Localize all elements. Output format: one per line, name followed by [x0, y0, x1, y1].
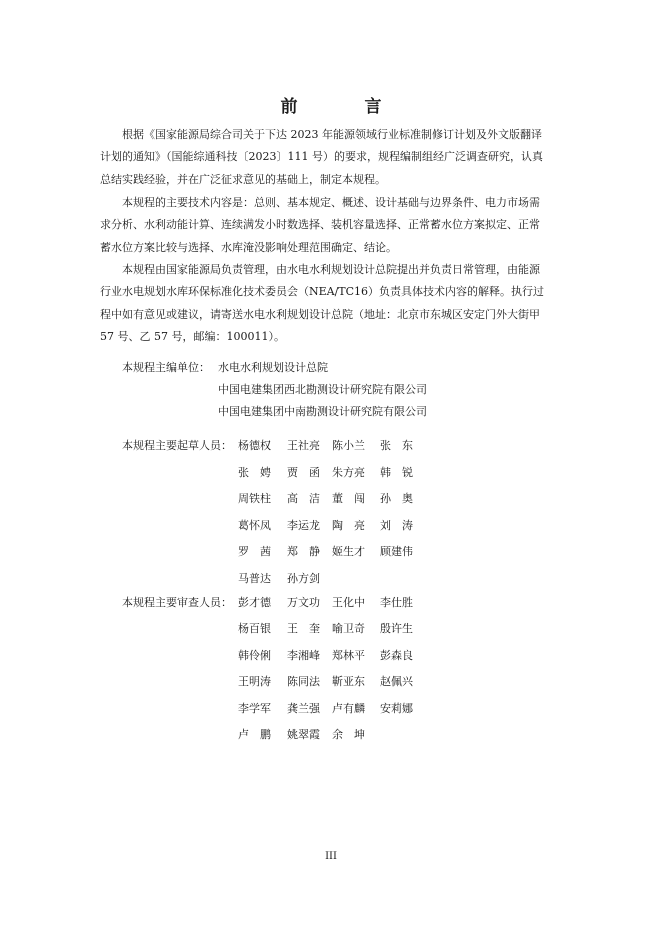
drafters-label: 本规程主要起草人员：: [122, 439, 232, 452]
person-name: 李湘峰: [287, 648, 320, 662]
chief-editor-unit: 中国电建集团中南勘测设计研究院有限公司: [218, 405, 427, 418]
person-name: 郑林平: [332, 648, 365, 662]
person-name: 卢 鹏: [238, 728, 271, 741]
person-name: 马普达: [238, 572, 271, 585]
person-name: 姬生才: [332, 545, 365, 559]
person-name: 姚翠霞: [287, 728, 320, 741]
paragraph-contents: [100, 192, 562, 259]
person-name: 孙方剑: [287, 572, 320, 585]
person-name: 葛怀凤: [238, 518, 271, 532]
person-name: 杨百银: [238, 622, 271, 636]
person-name: 万文功: [287, 596, 320, 609]
person-name: 王 奎: [287, 622, 320, 636]
person-name: 韩 锐: [380, 465, 413, 479]
chief-editor-unit: 中国电建集团西北勘测设计研究院有限公司: [218, 383, 427, 396]
person-name: 张 东: [380, 439, 413, 452]
person-name: 陈小兰: [332, 439, 365, 452]
text-line: 求分析、水利动能计算、连续满发小时数选择、装机容量选择、正常蓄水位方案拟定、正常: [100, 218, 540, 232]
text-line: 本规程由国家能源局负责管理，由水电水利规划设计总院提出并负责日常管理，由能源: [122, 263, 540, 276]
person-name: 王社亮: [287, 439, 320, 452]
person-name: 陶 亮: [332, 518, 365, 532]
paragraph-management: [100, 259, 562, 349]
person-name: 孙 奥: [380, 492, 413, 506]
person-name: 韩伶俐: [238, 648, 271, 662]
reviewers-label: 本规程主要审查人员：: [122, 596, 232, 609]
text-line: 蓄水位方案比较与选择、水库淹没影响处理范围确定、结论。: [100, 240, 397, 254]
person-name: 刘 涛: [380, 518, 413, 532]
person-name: 罗 茜: [238, 545, 271, 559]
person-name: 李学军: [238, 701, 271, 715]
person-name: 董 闯: [332, 492, 365, 506]
person-name: 周铁柱: [238, 492, 271, 506]
chief-editor-label: 本规程主编单位：: [122, 361, 210, 374]
person-name: 张 娉: [238, 465, 271, 479]
chief-editor-unit: 水电水利规划设计总院: [218, 361, 328, 374]
text-line: 计划的通知》（国能综通科技〔2023〕111 号）的要求，规程编制组经广泛调查研究，认真: [100, 150, 543, 164]
person-name: 安莉娜: [380, 701, 413, 715]
person-name: 李运龙: [287, 518, 320, 532]
page-number: III: [325, 851, 337, 862]
person-name: 王明涛: [238, 675, 271, 689]
person-name: 彭森良: [380, 648, 413, 662]
person-name: 殷许生: [380, 622, 413, 636]
text-line: 根据《国家能源局综合司关于下达 2023 年能源领域行业标准制修订计划及外文版翻译: [122, 128, 542, 141]
page-title: 前 言: [280, 97, 413, 117]
person-name: 郑 静: [287, 545, 320, 559]
person-name: 靳亚东: [332, 675, 365, 689]
text-line: 行业水电规划水库环保标准化技术委员会（NEA/TC16）负责具体技术内容的解释。执行过: [100, 285, 545, 299]
person-name: 卢有麟: [332, 701, 365, 715]
person-name: 王化中: [332, 596, 365, 609]
text-line: 57 号、乙 57 号，邮编：100011）。: [100, 330, 285, 344]
person-name: 龚兰强: [287, 701, 320, 715]
person-name: 喻卫奇: [332, 622, 365, 636]
person-name: 赵佩兴: [380, 675, 413, 689]
person-name: 贾 函: [287, 465, 320, 479]
person-name: 朱方亮: [332, 465, 365, 479]
person-name: 陈同法: [287, 675, 320, 689]
person-name: 顾建伟: [380, 545, 413, 559]
person-name: 余 坤: [332, 728, 365, 741]
text-line: 总结实践经验，并在广泛征求意见的基础上，制定本规程。: [100, 172, 386, 186]
text-line: 本规程的主要技术内容是：总则、基本规定、概述、设计基础与边界条件、电力市场需: [122, 196, 540, 209]
person-name: 高 洁: [287, 492, 320, 506]
person-name: 彭才德: [238, 596, 271, 609]
person-name: 杨德权: [238, 439, 271, 452]
person-name: 李仕胜: [380, 596, 413, 609]
paragraph-basis: [100, 124, 562, 191]
text-line: 程中如有意见或建议，请寄送水电水利规划设计总院（地址：北京市东城区安定门外大街甲: [100, 307, 540, 321]
